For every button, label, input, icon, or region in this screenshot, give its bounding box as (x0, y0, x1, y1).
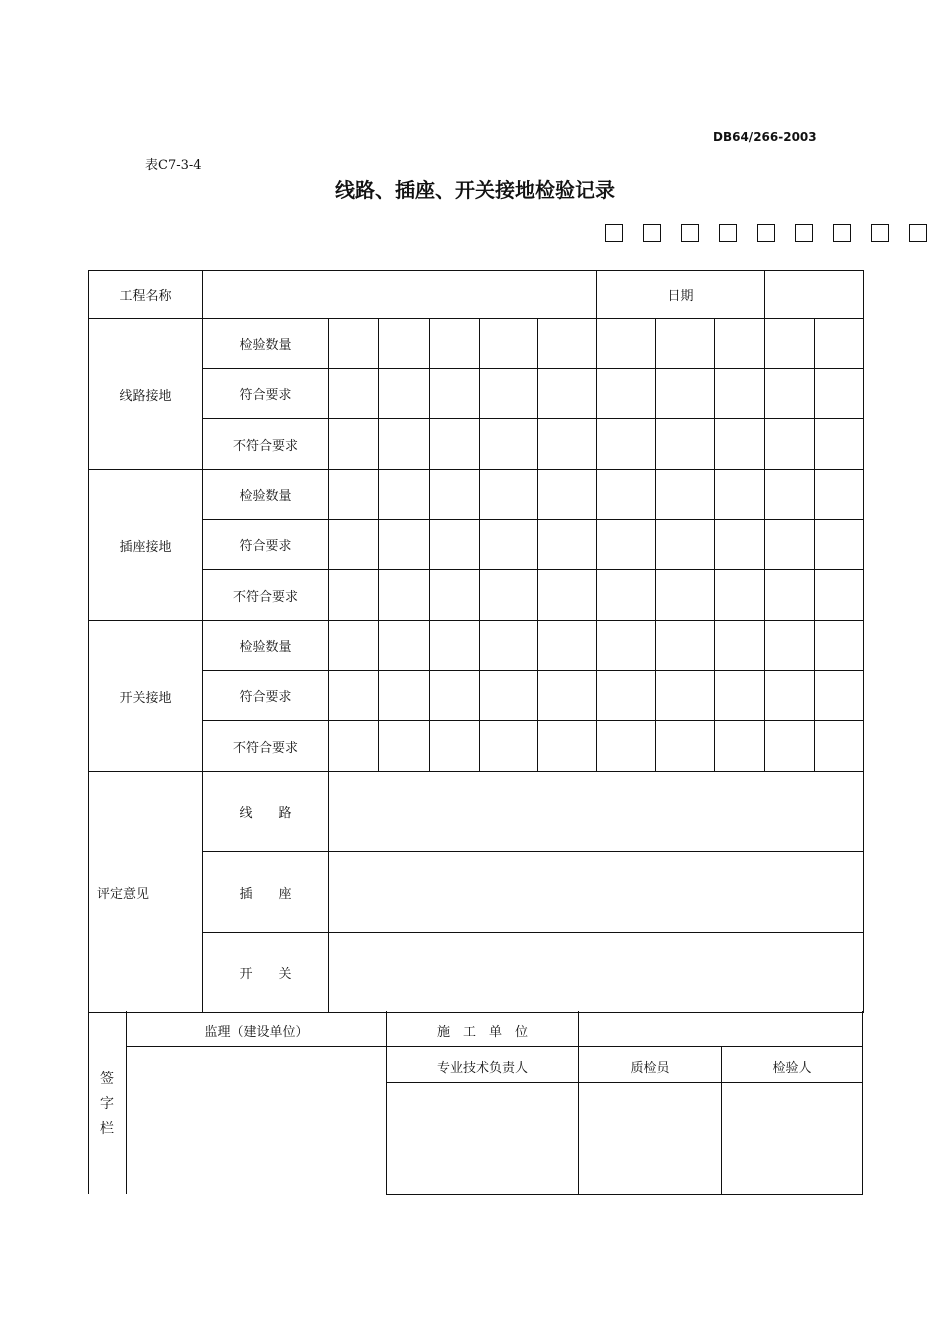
sig-border-right (862, 1011, 863, 1195)
data-cell[interactable] (329, 319, 379, 369)
examiner-label: 检验人 (772, 1061, 812, 1076)
code-box[interactable] (681, 224, 699, 242)
data-cell[interactable] (480, 369, 538, 419)
data-cell[interactable] (765, 520, 815, 570)
data-cell[interactable] (656, 621, 715, 671)
data-cell[interactable] (379, 570, 430, 621)
data-cell[interactable] (656, 319, 715, 369)
code-box[interactable] (795, 224, 813, 242)
code-box[interactable] (719, 224, 737, 242)
data-cell[interactable] (480, 319, 538, 369)
data-cell[interactable] (656, 369, 715, 419)
data-cell[interactable] (379, 520, 430, 570)
data-cell[interactable] (656, 721, 715, 772)
section-label-socket: 插座接地 (89, 470, 203, 621)
data-cell[interactable] (430, 470, 480, 520)
tech-lead-label: 专业技术负责人 (436, 1061, 528, 1076)
data-cell[interactable] (656, 671, 715, 721)
sig-divider (126, 1046, 863, 1047)
evaluation-socket-value[interactable] (329, 852, 864, 933)
data-cell[interactable] (379, 319, 430, 369)
data-cell[interactable] (765, 570, 815, 621)
sig-divider (578, 1011, 579, 1195)
data-cell[interactable] (379, 721, 430, 772)
evaluation-switch-value[interactable] (329, 933, 864, 1013)
data-cell[interactable] (815, 621, 864, 671)
data-cell[interactable] (597, 319, 656, 369)
standard-code: DB64/266-2003 (713, 130, 817, 144)
data-cell[interactable] (815, 520, 864, 570)
page-title: 线路、插座、开关接地检验记录 (335, 178, 615, 202)
data-cell[interactable] (715, 470, 765, 520)
data-cell[interactable] (815, 419, 864, 470)
data-cell[interactable] (480, 520, 538, 570)
data-cell[interactable] (538, 520, 597, 570)
data-cell[interactable] (480, 470, 538, 520)
row-label-quantity: 检验数量 (203, 319, 329, 369)
contractor-label: 施 工 单 位 (436, 1025, 528, 1040)
data-cell[interactable] (715, 671, 765, 721)
data-cell[interactable] (765, 369, 815, 419)
data-cell[interactable] (329, 419, 379, 470)
data-cell[interactable] (430, 369, 480, 419)
data-cell[interactable] (815, 671, 864, 721)
data-cell[interactable] (597, 621, 656, 671)
section-label-switch: 开关接地 (89, 621, 203, 772)
data-cell[interactable] (715, 419, 765, 470)
data-cell[interactable] (538, 319, 597, 369)
data-cell[interactable] (656, 570, 715, 621)
row-label-fail: 不符合要求 (203, 419, 329, 470)
project-name-value[interactable] (203, 271, 597, 319)
data-cell[interactable] (329, 520, 379, 570)
data-cell[interactable] (538, 570, 597, 621)
data-cell[interactable] (597, 520, 656, 570)
data-cell[interactable] (329, 570, 379, 621)
date-value[interactable] (765, 271, 864, 319)
data-cell[interactable] (379, 621, 430, 671)
data-cell[interactable] (715, 621, 765, 671)
signature-label: 签 字 栏 (100, 1071, 114, 1137)
data-cell[interactable] (597, 470, 656, 520)
data-cell[interactable] (538, 721, 597, 772)
data-cell[interactable] (765, 419, 815, 470)
evaluation-line-value[interactable] (329, 772, 864, 852)
row-label-quantity: 检验数量 (203, 621, 329, 671)
data-cell[interactable] (815, 721, 864, 772)
code-box[interactable] (871, 224, 889, 242)
data-cell[interactable] (430, 520, 480, 570)
data-cell[interactable] (379, 369, 430, 419)
data-cell[interactable] (329, 621, 379, 671)
data-cell[interactable] (815, 369, 864, 419)
data-cell[interactable] (765, 671, 815, 721)
data-cell[interactable] (430, 419, 480, 470)
data-cell[interactable] (329, 671, 379, 721)
sig-border-bottom (386, 1194, 863, 1195)
data-cell[interactable] (538, 369, 597, 419)
data-cell[interactable] (815, 570, 864, 621)
supervisor-label: 监理（建设单位） (204, 1025, 309, 1040)
record-number-boxes (0, 224, 950, 246)
data-cell[interactable] (765, 319, 815, 369)
row-label-quantity: 检验数量 (203, 470, 329, 520)
data-cell[interactable] (480, 419, 538, 470)
data-cell[interactable] (480, 671, 538, 721)
data-cell[interactable] (597, 721, 656, 772)
data-cell[interactable] (715, 369, 765, 419)
code-box[interactable] (909, 224, 927, 242)
project-name-label: 工程名称 (89, 271, 203, 319)
row-label-pass: 符合要求 (203, 671, 329, 721)
data-cell[interactable] (538, 470, 597, 520)
row-label-pass: 符合要求 (203, 520, 329, 570)
data-cell[interactable] (430, 721, 480, 772)
data-cell[interactable] (430, 319, 480, 369)
data-cell[interactable] (715, 319, 765, 369)
data-cell[interactable] (597, 369, 656, 419)
row-label-fail: 不符合要求 (203, 570, 329, 621)
data-cell[interactable] (656, 470, 715, 520)
signature-section (88, 1011, 863, 1195)
data-cell[interactable] (815, 470, 864, 520)
form-number: 表C7-3-4 (145, 158, 202, 173)
inspection-table (88, 270, 864, 1013)
data-cell[interactable] (765, 621, 815, 671)
data-cell[interactable] (480, 570, 538, 621)
data-cell[interactable] (715, 520, 765, 570)
data-cell[interactable] (329, 369, 379, 419)
evaluation-item-socket: 插 座 (203, 852, 329, 933)
data-cell[interactable] (715, 570, 765, 621)
date-label: 日期 (597, 271, 765, 319)
row-label-fail: 不符合要求 (203, 721, 329, 772)
data-cell[interactable] (430, 671, 480, 721)
code-box[interactable] (643, 224, 661, 242)
data-cell[interactable] (815, 319, 864, 369)
data-cell[interactable] (656, 520, 715, 570)
code-box[interactable] (605, 224, 623, 242)
data-cell[interactable] (379, 470, 430, 520)
data-cell[interactable] (379, 671, 430, 721)
evaluation-label: 评定意见 (89, 772, 203, 1013)
data-cell[interactable] (538, 419, 597, 470)
data-cell[interactable] (715, 721, 765, 772)
row-label-pass: 符合要求 (203, 369, 329, 419)
data-cell[interactable] (379, 419, 430, 470)
data-cell[interactable] (329, 721, 379, 772)
data-cell[interactable] (329, 470, 379, 520)
data-cell[interactable] (538, 621, 597, 671)
data-cell[interactable] (597, 419, 656, 470)
code-box[interactable] (833, 224, 851, 242)
data-cell[interactable] (430, 570, 480, 621)
data-cell[interactable] (480, 721, 538, 772)
data-cell[interactable] (538, 671, 597, 721)
data-cell[interactable] (480, 621, 538, 671)
data-cell[interactable] (765, 470, 815, 520)
inspector-label: 质检员 (630, 1061, 670, 1076)
code-box[interactable] (757, 224, 775, 242)
section-label-line: 线路接地 (89, 319, 203, 470)
data-cell[interactable] (597, 671, 656, 721)
data-cell[interactable] (597, 570, 656, 621)
evaluation-item-switch: 开 关 (203, 933, 329, 1013)
data-cell[interactable] (765, 721, 815, 772)
sig-divider (386, 1082, 863, 1083)
data-cell[interactable] (430, 621, 480, 671)
data-cell[interactable] (656, 419, 715, 470)
evaluation-item-line: 线 路 (203, 772, 329, 852)
